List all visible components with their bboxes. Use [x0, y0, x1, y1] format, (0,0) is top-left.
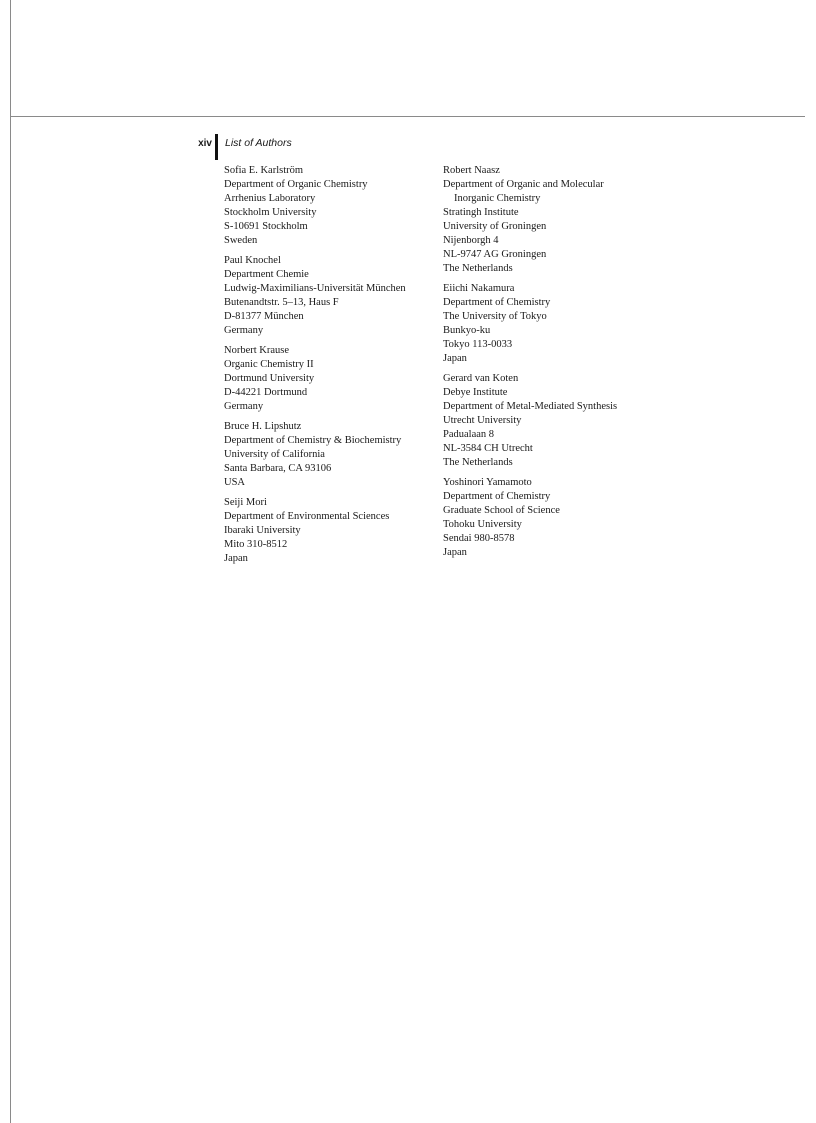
author-entry: [224, 496, 439, 566]
author-entry: [224, 420, 439, 490]
author-address-line: Department of Metal-Mediated Synthesis: [443, 401, 618, 412]
author-address-line: S-10691 Stockholm: [224, 221, 308, 232]
author-address-line: D-44221 Dortmund: [224, 387, 308, 398]
author-name: Seiji Mori: [224, 497, 267, 508]
author-address-line: Graduate School of Science: [443, 505, 560, 516]
author-address-line: Mito 310-8512: [224, 539, 288, 550]
author-entry: [443, 164, 658, 276]
running-head: [196, 134, 292, 160]
author-name: Sofia E. Karlström: [224, 165, 304, 176]
author-address-line: Utrecht University: [443, 415, 522, 426]
author-address-line: Department of Organic and Molecular: [443, 179, 604, 190]
author-address-line: Stratingh Institute: [443, 207, 519, 218]
author-name: Eiichi Nakamura: [443, 283, 515, 294]
author-name: Robert Naasz: [443, 165, 500, 176]
author-address-line: The University of Tokyo: [443, 311, 547, 322]
author-address-line: Department of Environmental Sciences: [224, 511, 390, 522]
author-name: Paul Knochel: [224, 255, 281, 266]
author-address-line: Organic Chemistry II: [224, 359, 314, 370]
author-address-line: Butenandtstr. 5–13, Haus F: [224, 297, 339, 308]
author-address-line: Department of Chemistry: [443, 297, 551, 308]
author-address-line: USA: [224, 477, 246, 488]
author-address-line: D-81377 München: [224, 311, 304, 322]
author-address-line: Department of Organic Chemistry: [224, 179, 368, 190]
author-name: Gerard van Koten: [443, 373, 519, 384]
authors-column-right: [443, 164, 658, 566]
author-address-line: Ludwig-Maximilians-Universität München: [224, 283, 406, 294]
author-address-line: Department of Chemistry & Biochemistry: [224, 435, 402, 446]
author-entry: [443, 476, 658, 560]
author-address-line: Japan: [443, 547, 467, 558]
author-address-line: University of Groningen: [443, 221, 547, 232]
author-address-line: Germany: [224, 325, 264, 336]
author-address-line: Nijenborgh 4: [443, 235, 499, 246]
top-horizontal-rule: [10, 116, 805, 117]
author-address-line: Department Chemie: [224, 269, 309, 280]
author-address-line: Japan: [443, 353, 467, 364]
author-address-line: NL-9747 AG Groningen: [443, 249, 547, 260]
author-address-line: Arrhenius Laboratory: [224, 193, 316, 204]
author-name: Bruce H. Lipshutz: [224, 421, 302, 432]
author-address-line: Department of Chemistry: [443, 491, 551, 502]
author-address-line: Japan: [224, 553, 248, 564]
author-address-line: Bunkyo-ku: [443, 325, 491, 336]
author-address-line: Padualaan 8: [443, 429, 495, 440]
running-head-bar: [215, 134, 218, 160]
author-entry: [224, 344, 439, 414]
author-address-line: Tokyo 113-0033: [443, 339, 513, 350]
author-address-line: The Netherlands: [443, 263, 513, 274]
author-address-line: Ibaraki University: [224, 525, 301, 536]
author-address-line: The Netherlands: [443, 457, 513, 468]
author-address-line: Inorganic Chemistry: [454, 193, 541, 204]
author-name: Yoshinori Yamamoto: [443, 477, 532, 488]
author-address-line: Santa Barbara, CA 93106: [224, 463, 332, 474]
author-entry: [443, 282, 658, 366]
author-entry: [224, 164, 439, 248]
author-name: Norbert Krause: [224, 345, 290, 356]
authors-column-left: [224, 164, 439, 572]
author-address-line: Dortmund University: [224, 373, 315, 384]
author-address-line: University of California: [224, 449, 325, 460]
author-entry: [443, 372, 658, 470]
author-address-line: Sweden: [224, 235, 258, 246]
author-address-line: NL-3584 CH Utrecht: [443, 443, 533, 454]
section-title: List of Authors: [225, 137, 292, 149]
author-address-line: Germany: [224, 401, 264, 412]
author-address-line: Debye Institute: [443, 387, 508, 398]
author-address-line: Tohoku University: [443, 519, 522, 530]
author-entry: [224, 254, 439, 338]
page-number: xiv: [198, 137, 212, 149]
author-address-line: Sendai 980-8578: [443, 533, 515, 544]
author-address-line: Stockholm University: [224, 207, 317, 218]
left-margin-rule: [10, 0, 11, 1123]
